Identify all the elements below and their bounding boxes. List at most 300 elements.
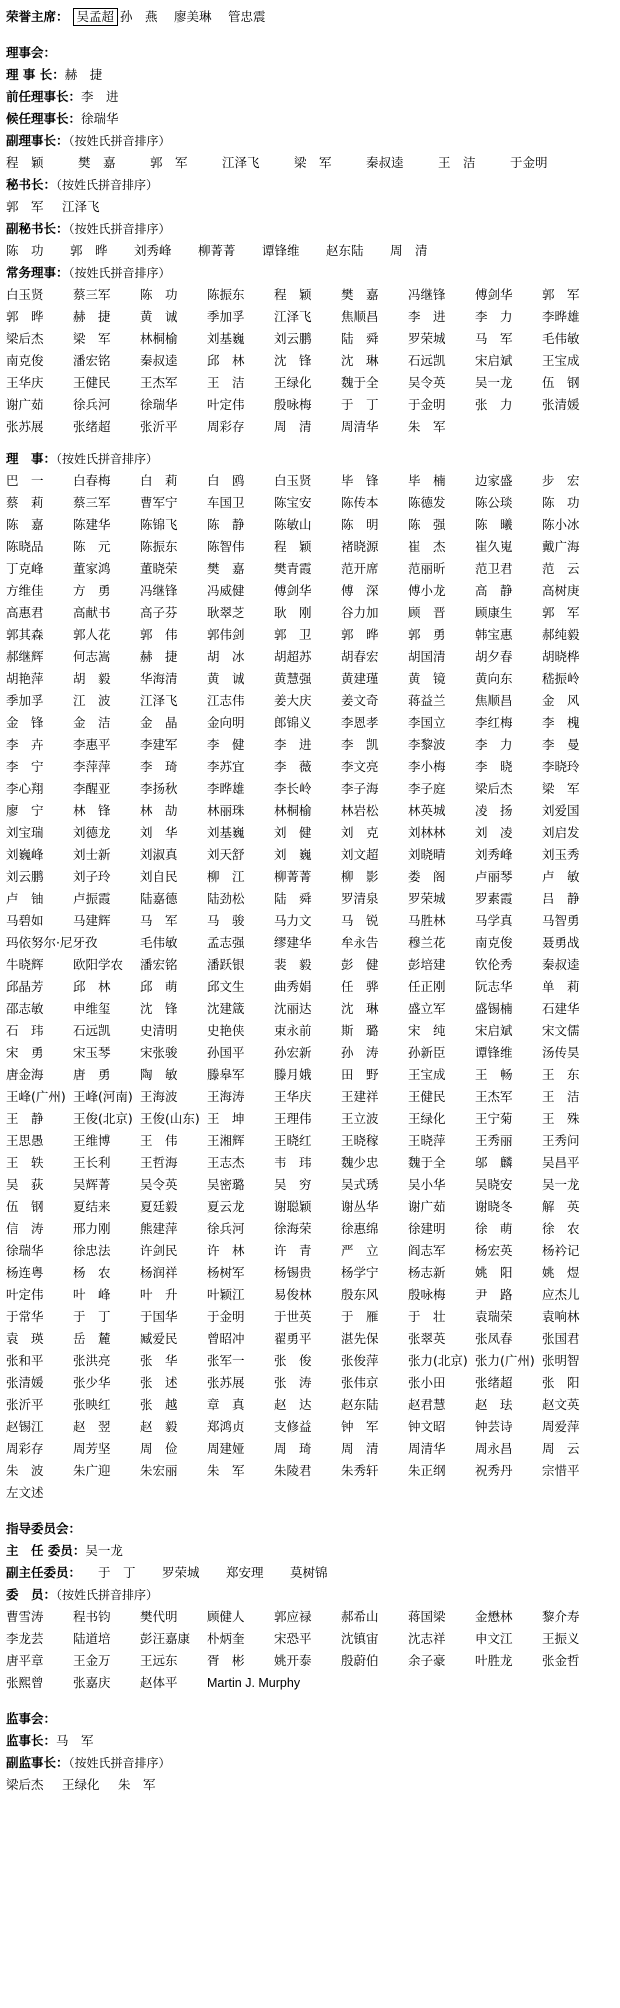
person-name: 步 宏	[542, 473, 580, 488]
person-name: 王 洁	[207, 375, 245, 390]
person-name: 魏于全	[408, 1155, 446, 1170]
person-name: 郑鸿贞	[207, 1419, 245, 1434]
person-name: 滕皋军	[207, 1067, 245, 1082]
person-name: 李晔雄	[542, 309, 580, 324]
person-name: 臧爱民	[140, 1331, 178, 1346]
person-name: 方 勇	[73, 583, 111, 598]
person-name: 王晓稼	[341, 1133, 379, 1148]
name-row	[6, 394, 612, 416]
person-name: 郝继辉	[6, 649, 44, 664]
person-name: 高子芬	[140, 605, 178, 620]
person-name: 任正刚	[408, 979, 446, 994]
person-name: 李 力	[475, 309, 513, 324]
person-name: 李黎波	[408, 737, 446, 752]
supervisory-vice-label: 副监事长：	[6, 1755, 69, 1770]
person-name: 程 颖	[6, 155, 44, 170]
person-name: 于金明	[408, 397, 446, 412]
person-name: 史艳侠	[207, 1023, 245, 1038]
person-name: 宋 勇	[6, 1045, 44, 1060]
person-name: 杨 农	[73, 1265, 111, 1280]
person-name: 罗清泉	[341, 891, 379, 906]
person-name: 张翠英	[408, 1331, 446, 1346]
person-name: 周 清	[390, 243, 428, 258]
person-name: 徐建明	[408, 1221, 446, 1236]
person-name: 熊建萍	[140, 1221, 178, 1236]
person-name: 褚晓源	[341, 539, 379, 554]
person-name: 王建祥	[341, 1089, 379, 1104]
person-name: 张明智	[542, 1353, 580, 1368]
person-name: 杨学宁	[341, 1265, 379, 1280]
person-name: 秦叔逵	[140, 353, 178, 368]
steering-title: 指导委员会：	[6, 1521, 82, 1536]
person-name: 任 骅	[341, 979, 379, 994]
person-name: 陈德发	[408, 495, 446, 510]
roster-document	[6, 0, 612, 1796]
person-name: 秦叔逵	[542, 957, 580, 972]
deputy-secretary-label: 副秘书长：	[6, 221, 69, 236]
person-name: 李晓玲	[542, 759, 580, 774]
person-name: 沈丽达	[274, 1001, 312, 1016]
person-name: 马 军	[475, 331, 513, 346]
person-name: 牟永告	[341, 935, 379, 950]
name-row	[6, 1372, 612, 1394]
name-row	[6, 1020, 612, 1042]
person-name: 刘 克	[341, 825, 379, 840]
person-name: 高惠君	[6, 605, 44, 620]
name-row	[6, 536, 612, 558]
person-name: 李心翔	[6, 781, 44, 796]
person-name: 彭 健	[341, 957, 379, 972]
person-name: 吴晓安	[475, 1177, 513, 1192]
name-row	[6, 558, 612, 580]
name-row	[6, 1628, 612, 1650]
person-name: 华海清	[140, 671, 178, 686]
person-name: 林 锋	[73, 803, 111, 818]
person-name: 胡 毅	[73, 671, 111, 686]
person-name: 朱陵君	[274, 1463, 312, 1478]
name-row	[6, 866, 612, 888]
person-name: 南克俊	[6, 353, 44, 368]
person-name: 许 青	[274, 1243, 312, 1258]
person-name: 王远东	[140, 1653, 178, 1668]
person-name: 郭 伟	[140, 627, 178, 642]
person-name: 邵志敏	[6, 1001, 44, 1016]
person-name: 李醒亚	[73, 781, 111, 796]
person-name: 毛伟敏	[542, 331, 580, 346]
person-name: 陈 元	[73, 539, 111, 554]
person-name: 于国华	[140, 1309, 178, 1324]
person-name: 沈建箴	[207, 1001, 245, 1016]
person-name: 傅小龙	[408, 583, 446, 598]
person-name: 蒋国梁	[408, 1609, 446, 1624]
person-name: 朴炳奎	[207, 1631, 245, 1646]
person-name: 吴 穷	[274, 1177, 312, 1192]
person-name: 毕 锋	[341, 473, 379, 488]
sort-note: （按姓氏拼音排序）	[68, 1756, 171, 1770]
standing-members-grid	[6, 284, 612, 438]
person-name: 朱 军	[118, 1777, 156, 1792]
person-name: 郭 晔	[341, 627, 379, 642]
person-name: 刘 巍	[274, 847, 312, 862]
person-name: 李龙芸	[6, 1631, 44, 1646]
person-name: 崔久嵬	[475, 539, 513, 554]
person-name: 刘爱国	[542, 803, 580, 818]
person-name: 巴 一	[6, 473, 44, 488]
person-name: 宋启斌	[475, 353, 513, 368]
name-row	[6, 1064, 612, 1086]
person-name: 李国立	[408, 715, 446, 730]
person-name: 袁 瑛	[6, 1331, 44, 1346]
person-name: 姚开泰	[274, 1653, 312, 1668]
name-row	[6, 350, 612, 372]
person-name: 郑安理	[226, 1565, 264, 1580]
person-name: 唐金海	[6, 1067, 44, 1082]
person-name: 李 薇	[274, 759, 312, 774]
name-row	[6, 976, 612, 998]
person-name: 樊青霞	[274, 561, 312, 576]
person-name: 叶定伟	[207, 397, 245, 412]
person-name: 柳菁菁	[198, 243, 236, 258]
person-name: 卢振霞	[73, 891, 111, 906]
person-name: 赵锡江	[6, 1419, 44, 1434]
person-name: 叶定伟	[6, 1287, 44, 1302]
name-row	[6, 284, 612, 306]
person-name: 王志杰	[207, 1155, 245, 1170]
person-name: 王 轶	[6, 1155, 44, 1170]
person-name: 金 风	[542, 693, 580, 708]
person-name: 吴辉菁	[73, 1177, 111, 1192]
person-name: 柳 影	[341, 869, 379, 884]
person-name: 许剑民	[140, 1243, 178, 1258]
standing-members-label: 常务理事：	[6, 265, 69, 280]
person-name: 刘巍峰	[6, 847, 44, 862]
person-name: 朱正纲	[408, 1463, 446, 1478]
person-name: 谭锋维	[475, 1045, 513, 1060]
person-name: 陈 明	[341, 517, 379, 532]
person-name: 赫 捷	[73, 309, 111, 324]
person-name: 王 伟	[140, 1133, 178, 1148]
person-name: 赵 翌	[73, 1419, 111, 1434]
person-name: 刘晓晴	[408, 847, 446, 862]
person-name: 高献书	[73, 605, 111, 620]
name-row	[6, 492, 612, 514]
person-name: 王健民	[408, 1089, 446, 1104]
person-name: 张 力	[475, 397, 513, 412]
person-name: 魏少忠	[341, 1155, 379, 1170]
person-name: 张苏展	[207, 1375, 245, 1390]
person-name: 刘启发	[542, 825, 580, 840]
person-name: 刘云鹏	[274, 331, 312, 346]
person-name: 方维佳	[6, 583, 44, 598]
person-name: 斯 璐	[341, 1023, 379, 1038]
person-name: 郭 勇	[408, 627, 446, 642]
person-name: 丁克峰	[6, 561, 44, 576]
person-name: 刘秀峰	[475, 847, 513, 862]
person-name: 盛锡楠	[475, 1001, 513, 1016]
person-name: 宋恐平	[274, 1631, 312, 1646]
person-name: 杨志新	[408, 1265, 446, 1280]
person-name: 程 颖	[274, 287, 312, 302]
person-name: 范 云	[542, 561, 580, 576]
person-name: 樊 嘉	[207, 561, 245, 576]
person-name: 周 俭	[140, 1441, 178, 1456]
person-name: 周 清	[341, 1441, 379, 1456]
person-name: 谢广茹	[6, 397, 44, 412]
person-name: 张凤春	[475, 1331, 513, 1346]
name-row	[6, 668, 612, 690]
steering-vice-row	[6, 1562, 612, 1584]
person-name: 聂勇战	[542, 935, 580, 950]
name-row	[6, 624, 612, 646]
name-row	[6, 1196, 612, 1218]
person-name: 张小田	[408, 1375, 446, 1390]
person-name: 王长利	[73, 1155, 111, 1170]
person-name: 李 晓	[475, 759, 513, 774]
person-name: 蔡三军	[73, 495, 111, 510]
name-row	[6, 328, 612, 350]
person-name: 梁后杰	[6, 1777, 44, 1792]
council-chair: 赫 捷	[64, 67, 103, 82]
person-name: 王 洁	[438, 155, 476, 170]
person-name: 柳 江	[207, 869, 245, 884]
person-name: 金 锋	[6, 715, 44, 730]
person-name: 宋张骏	[140, 1045, 178, 1060]
person-name: 李扬秋	[140, 781, 178, 796]
name-row	[6, 1042, 612, 1064]
person-name: 刘 凌	[475, 825, 513, 840]
person-name: 周芳坚	[73, 1441, 111, 1456]
person-name: 王健民	[73, 375, 111, 390]
person-name: 谢聪颖	[274, 1199, 312, 1214]
person-name: 王华庆	[274, 1089, 312, 1104]
person-name: 顾康生	[475, 605, 513, 620]
person-name: 季加孚	[207, 309, 245, 324]
person-name: 周爱萍	[542, 1419, 580, 1434]
name-row	[6, 646, 612, 668]
person-name: 叶 升	[140, 1287, 178, 1302]
sort-note: （按姓氏拼音排序）	[56, 452, 159, 466]
person-name: 石远凯	[73, 1023, 111, 1038]
person-name: 张和平	[6, 1353, 44, 1368]
person-name: 胡春宏	[341, 649, 379, 664]
person-name: 潘跃银	[207, 957, 245, 972]
person-name: 裴 毅	[274, 957, 312, 972]
council-title: 理事会：	[6, 45, 57, 60]
person-name: 赵君慧	[408, 1397, 446, 1412]
person-name: 何志嵩	[73, 649, 111, 664]
person-name: 陆劲松	[207, 891, 245, 906]
person-name: 于世英	[274, 1309, 312, 1324]
council-members-grid	[6, 470, 612, 1504]
person-name: 胡夕春	[475, 649, 513, 664]
person-name: 吴一龙	[542, 1177, 580, 1192]
person-name: 穆兰花	[408, 935, 446, 950]
person-name: 李 进	[274, 737, 312, 752]
person-name: 周清华	[408, 1441, 446, 1456]
person-name: 黄向东	[475, 671, 513, 686]
person-name: 张嘉庆	[73, 1675, 111, 1690]
person-name: 王秀问	[542, 1133, 580, 1148]
person-name: 姜大庆	[274, 693, 312, 708]
person-name: 沈 琳	[341, 1001, 379, 1016]
person-name: 李萍萍	[73, 759, 111, 774]
person-name: 陈振东	[140, 539, 178, 554]
person-name: 孙国平	[207, 1045, 245, 1060]
name-row	[6, 800, 612, 822]
person-name: 王宝成	[408, 1067, 446, 1082]
supervisory-chief-label: 监事长：	[6, 1733, 57, 1748]
person-name: 叶颖江	[207, 1287, 245, 1302]
name-row	[6, 888, 612, 910]
person-name: 沈 锋	[274, 353, 312, 368]
person-name: 张沂平	[6, 1397, 44, 1412]
person-name: 秦叔逵	[366, 155, 404, 170]
name-row	[6, 416, 612, 438]
person-name: 杨树军	[207, 1265, 245, 1280]
name-row	[6, 1262, 612, 1284]
person-name: 徐瑞华	[140, 397, 178, 412]
person-name: 陈传本	[341, 495, 379, 510]
chair-elect-label: 候任理事长：	[6, 111, 82, 126]
former-chair-label: 前任理事长：	[6, 89, 82, 104]
person-name: 夏廷毅	[140, 1199, 178, 1214]
person-name: 李 曼	[542, 737, 580, 752]
person-name: 王 殊	[542, 1111, 580, 1126]
name-row	[6, 1650, 612, 1672]
person-name: 陆 舜	[274, 891, 312, 906]
person-name: 刘自民	[140, 869, 178, 884]
person-name: 杨锡贵	[274, 1265, 312, 1280]
name-row	[6, 1438, 612, 1460]
name-row	[6, 1086, 612, 1108]
person-name: 赵东陆	[326, 243, 364, 258]
person-name: 江泽飞	[140, 693, 178, 708]
person-name: 周彩存	[207, 419, 245, 434]
name-row	[6, 734, 612, 756]
name-row	[6, 756, 612, 778]
person-name: 郭 晔	[70, 243, 108, 258]
steering-vice-label: 副主任委员：	[6, 1565, 82, 1580]
person-name: 徐海荣	[274, 1221, 312, 1236]
person-name: 张 阳	[542, 1375, 580, 1390]
person-name: 张绪超	[475, 1375, 513, 1390]
person-name: 曹雪涛	[6, 1609, 44, 1624]
honorary-name: 管忠震	[228, 9, 266, 24]
person-name: 伍 钢	[542, 375, 580, 390]
person-name: 胡 冰	[207, 649, 245, 664]
person-name: 宋玉琴	[73, 1045, 111, 1060]
person-name: 潘宏铭	[73, 353, 111, 368]
person-name: 陈敏山	[274, 517, 312, 532]
person-name: 田 野	[341, 1067, 379, 1082]
name-row	[6, 1284, 612, 1306]
person-name: 魏于全	[341, 375, 379, 390]
person-name: 谷力加	[341, 605, 379, 620]
steering-members-label: 委 员：	[6, 1587, 57, 1602]
person-name: 王杰军	[475, 1089, 513, 1104]
person-name: 阎志军	[408, 1243, 446, 1258]
person-name: 嵇振岭	[542, 671, 580, 686]
person-name: 郭 军	[542, 605, 580, 620]
name-row	[6, 1394, 612, 1416]
person-name: 张力(北京)	[408, 1353, 468, 1368]
person-name: 江泽飞	[222, 155, 260, 170]
person-name: 盛立军	[408, 1001, 446, 1016]
person-name: 傅剑华	[475, 287, 513, 302]
person-name: 马 骏	[207, 913, 245, 928]
person-name: 李惠平	[73, 737, 111, 752]
person-name: 张俊萍	[341, 1353, 379, 1368]
person-name: 唐平章	[6, 1653, 44, 1668]
person-name: 张熙曾	[6, 1675, 44, 1690]
person-name: 沈 琳	[341, 353, 379, 368]
sort-note: （按姓氏拼音排序）	[56, 1588, 159, 1602]
person-name: 王思愚	[6, 1133, 44, 1148]
person-name: 蔡三军	[73, 287, 111, 302]
person-name: 潘宏铭	[140, 957, 178, 972]
name-row	[6, 470, 612, 492]
person-name: 焦顺昌	[341, 309, 379, 324]
person-name: 季加孚	[6, 693, 44, 708]
person-name: 周永昌	[475, 1441, 513, 1456]
honorary-chair-row	[6, 6, 612, 28]
person-name: 杨润祥	[140, 1265, 178, 1280]
person-name: 张 述	[140, 1375, 178, 1390]
person-name: 严 立	[341, 1243, 379, 1258]
person-name: 耿翠芝	[207, 605, 245, 620]
person-name: 刘 华	[140, 825, 178, 840]
person-name: 赵东陆	[341, 1397, 379, 1412]
person-name: 徐兵河	[73, 397, 111, 412]
name-row	[6, 1606, 612, 1628]
person-name: 张 俊	[274, 1353, 312, 1368]
person-name: 刘云鹏	[6, 869, 44, 884]
person-name: 王 洁	[542, 1089, 580, 1104]
person-name: 黄 诚	[140, 309, 178, 324]
person-name: 毛伟敏	[140, 935, 178, 950]
person-name: 娄 阁	[408, 869, 446, 884]
sort-note: （按姓氏拼音排序）	[68, 134, 171, 148]
person-name: 易俊林	[274, 1287, 312, 1302]
person-name: 王俊(北京)	[73, 1111, 133, 1126]
person-name: 王杰军	[140, 375, 178, 390]
person-name: 夏结来	[73, 1199, 111, 1214]
person-name: 祝秀丹	[475, 1463, 513, 1478]
person-name: 邱文生	[207, 979, 245, 994]
person-name: 吴小华	[408, 1177, 446, 1192]
person-name: 王维博	[73, 1133, 111, 1148]
person-name: 白玉贤	[6, 287, 44, 302]
person-name: 李 进	[408, 309, 446, 324]
vice-chair-label: 副理事长：	[6, 133, 69, 148]
name-row	[6, 910, 612, 932]
name-row	[6, 514, 612, 536]
person-name: 解 英	[542, 1199, 580, 1214]
person-name: 王金万	[73, 1653, 111, 1668]
person-name: 卢 敏	[542, 869, 580, 884]
person-name: 戴广海	[542, 539, 580, 554]
person-name: 沈 锋	[140, 1001, 178, 1016]
person-name: 于金明	[207, 1309, 245, 1324]
person-name: 张少华	[73, 1375, 111, 1390]
person-name: 梁后杰	[475, 781, 513, 796]
person-name: 王 畅	[475, 1067, 513, 1082]
person-name: 徐 萌	[475, 1221, 513, 1236]
person-name: 谭锋维	[262, 243, 300, 258]
council-chair-label: 理 事 长：	[6, 67, 65, 82]
person-name: 吴令英	[408, 375, 446, 390]
person-name: 罗素霞	[475, 891, 513, 906]
